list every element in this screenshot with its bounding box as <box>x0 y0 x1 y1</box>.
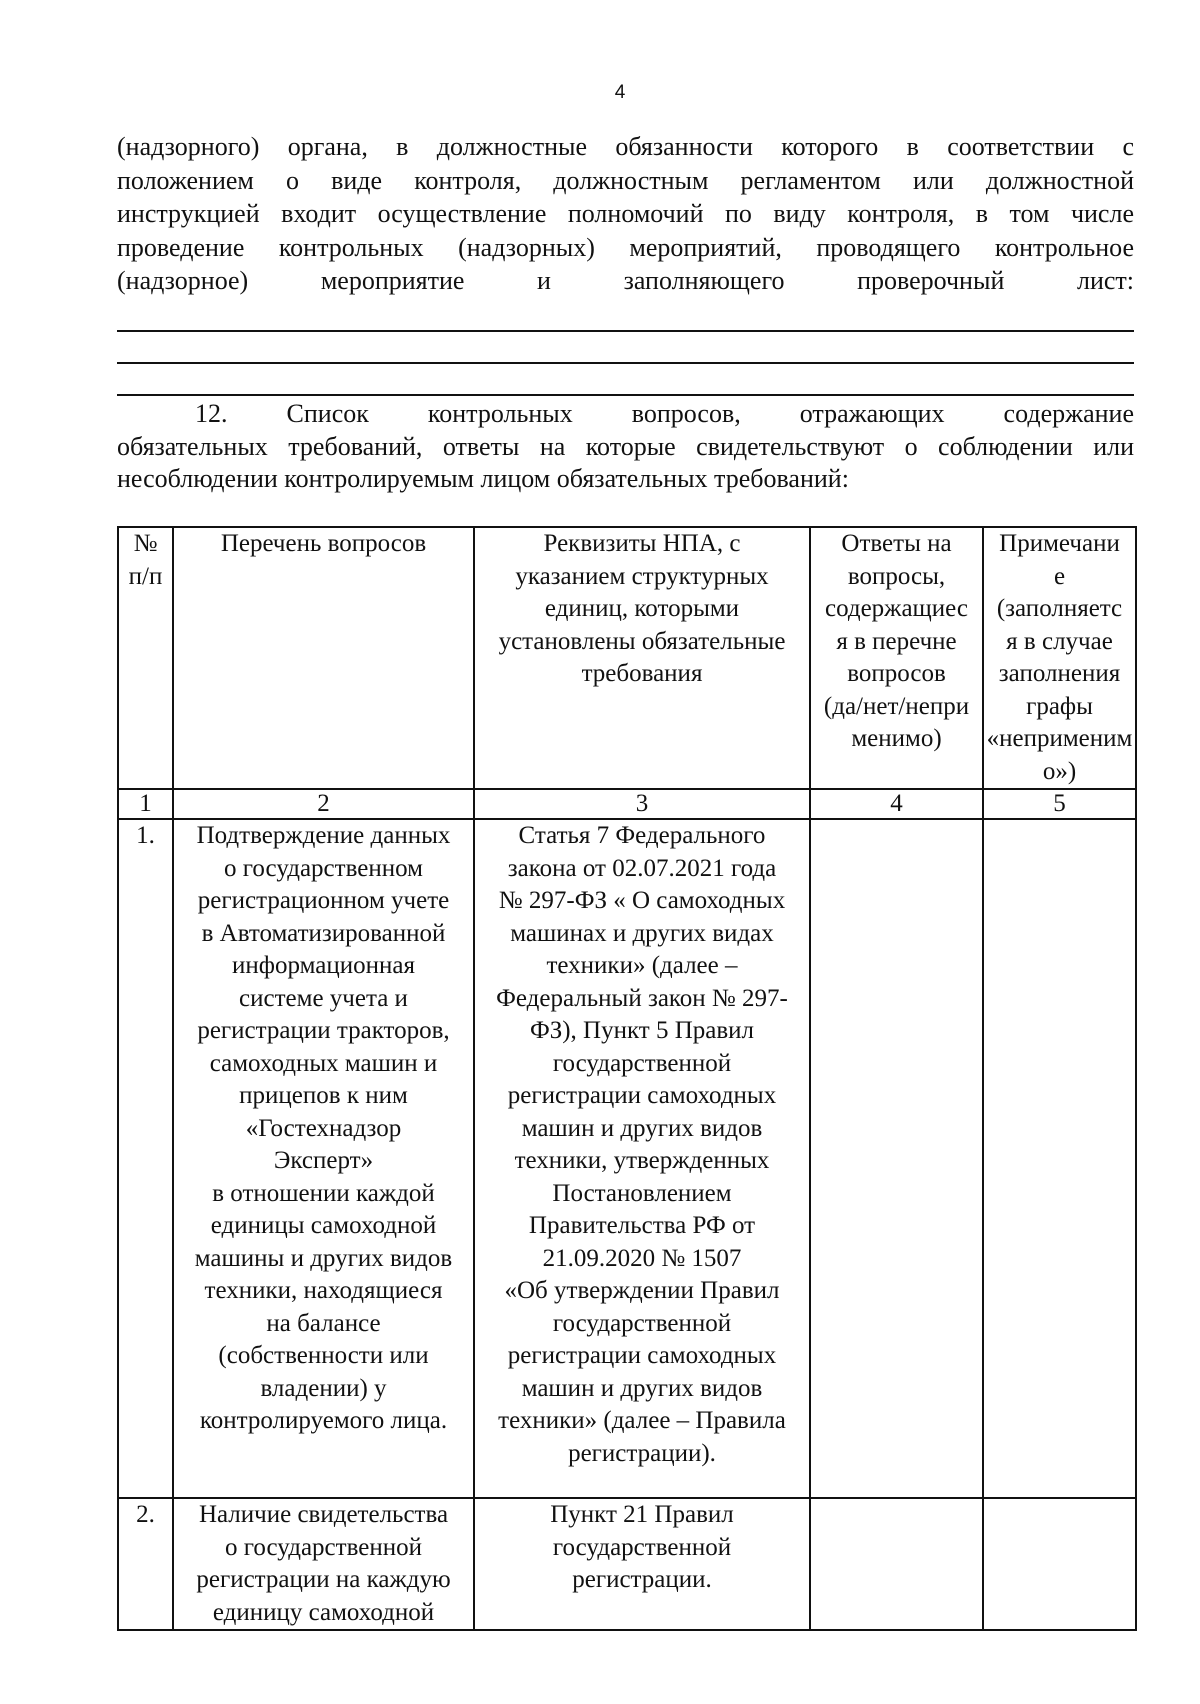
section-12-line: 12. Список контрольных вопросов, отражающих содержание <box>195 399 1134 428</box>
intro-line: инструкцией входит осуществление полномочий по виду контроля, в том числе <box>117 199 1134 228</box>
fill-in-line <box>117 394 1134 396</box>
column-number: 2 <box>173 789 474 819</box>
row-note-cell[interactable] <box>983 1498 1136 1630</box>
fill-in-line <box>117 362 1134 364</box>
row-question: Наличие свидетельства о государственной регистрации на каждую единицу самоходной <box>173 1498 474 1630</box>
header-number: № п/п <box>118 527 173 789</box>
header-npa: Реквизиты НПА, с указанием структурных единиц, которыми установлены обязательные требования <box>474 527 810 789</box>
header-answers: Ответы на вопросы, содержащиес я в перечне вопросов (да/нет/непри менимо) <box>810 527 983 789</box>
header-questions: Перечень вопросов <box>173 527 474 789</box>
row-npa: Статья 7 Федерального закона от 02.07.2021 года № 297-ФЗ « О самоходных машинах и других видах техники» (далее – Федеральный закон № 297- ФЗ), Пункт 5 Правил государственной регистрации самоходных машин и других видов техники, утвержденных Постановлением Правительства РФ от 21.09.2020 № 1507 «Об утверждении Правил государственной регистрации самоходных машин и других видов техники» (далее – Правила регистрации). <box>474 819 810 1498</box>
checklist-table <box>117 526 1137 1631</box>
table-row <box>118 1498 1136 1630</box>
row-answer-cell[interactable] <box>810 1498 983 1630</box>
column-number-row <box>118 789 1136 819</box>
row-number: 2. <box>118 1498 173 1630</box>
column-number: 4 <box>810 789 983 819</box>
row-answer-cell[interactable] <box>810 819 983 1498</box>
column-number: 5 <box>983 789 1136 819</box>
table-header-row <box>118 527 1136 789</box>
page-number: 4 <box>614 82 626 103</box>
section-12-line: обязательных требований, ответы на которые свидетельствуют о соблюдении или <box>117 431 1134 461</box>
table-row <box>118 819 1136 1498</box>
row-question: Подтверждение данных о государственном регистрационном учете в Автоматизированной информационная системе учета и регистрации тракторов, самоходных машин и прицепов к ним «Гостехнадзор Эксперт» в отношении каждой единицы самоходной машины и других видов техники, находящиеся на балансе (собственности или владении) у контролируемого лица. <box>173 819 474 1498</box>
row-npa: Пункт 21 Правил государственной регистрации. <box>474 1498 810 1630</box>
fill-in-line <box>117 330 1134 332</box>
row-note-cell[interactable] <box>983 819 1136 1498</box>
intro-line: проведение контрольных (надзорных) мероприятий, проводящего контрольное <box>117 232 1134 262</box>
intro-paragraph <box>117 130 1134 298</box>
column-number: 3 <box>474 789 810 819</box>
intro-line: (надзорного) органа, в должностные обязанности которого в соответствии с <box>117 132 1134 161</box>
intro-line: (надзорное) мероприятие и заполняющего проверочный лист: <box>117 266 1134 295</box>
section-12-line: несоблюдении контролируемым лицом обязательных требований: <box>117 464 849 493</box>
intro-line: положением о виде контроля, должностным регламентом или должностной <box>117 165 1134 195</box>
row-number: 1. <box>118 819 173 1498</box>
section-12-paragraph <box>117 398 1134 496</box>
header-notes: Примечани е (заполняетс я в случае заполнения графы «неприменимо») <box>983 527 1136 789</box>
column-number: 1 <box>118 789 173 819</box>
